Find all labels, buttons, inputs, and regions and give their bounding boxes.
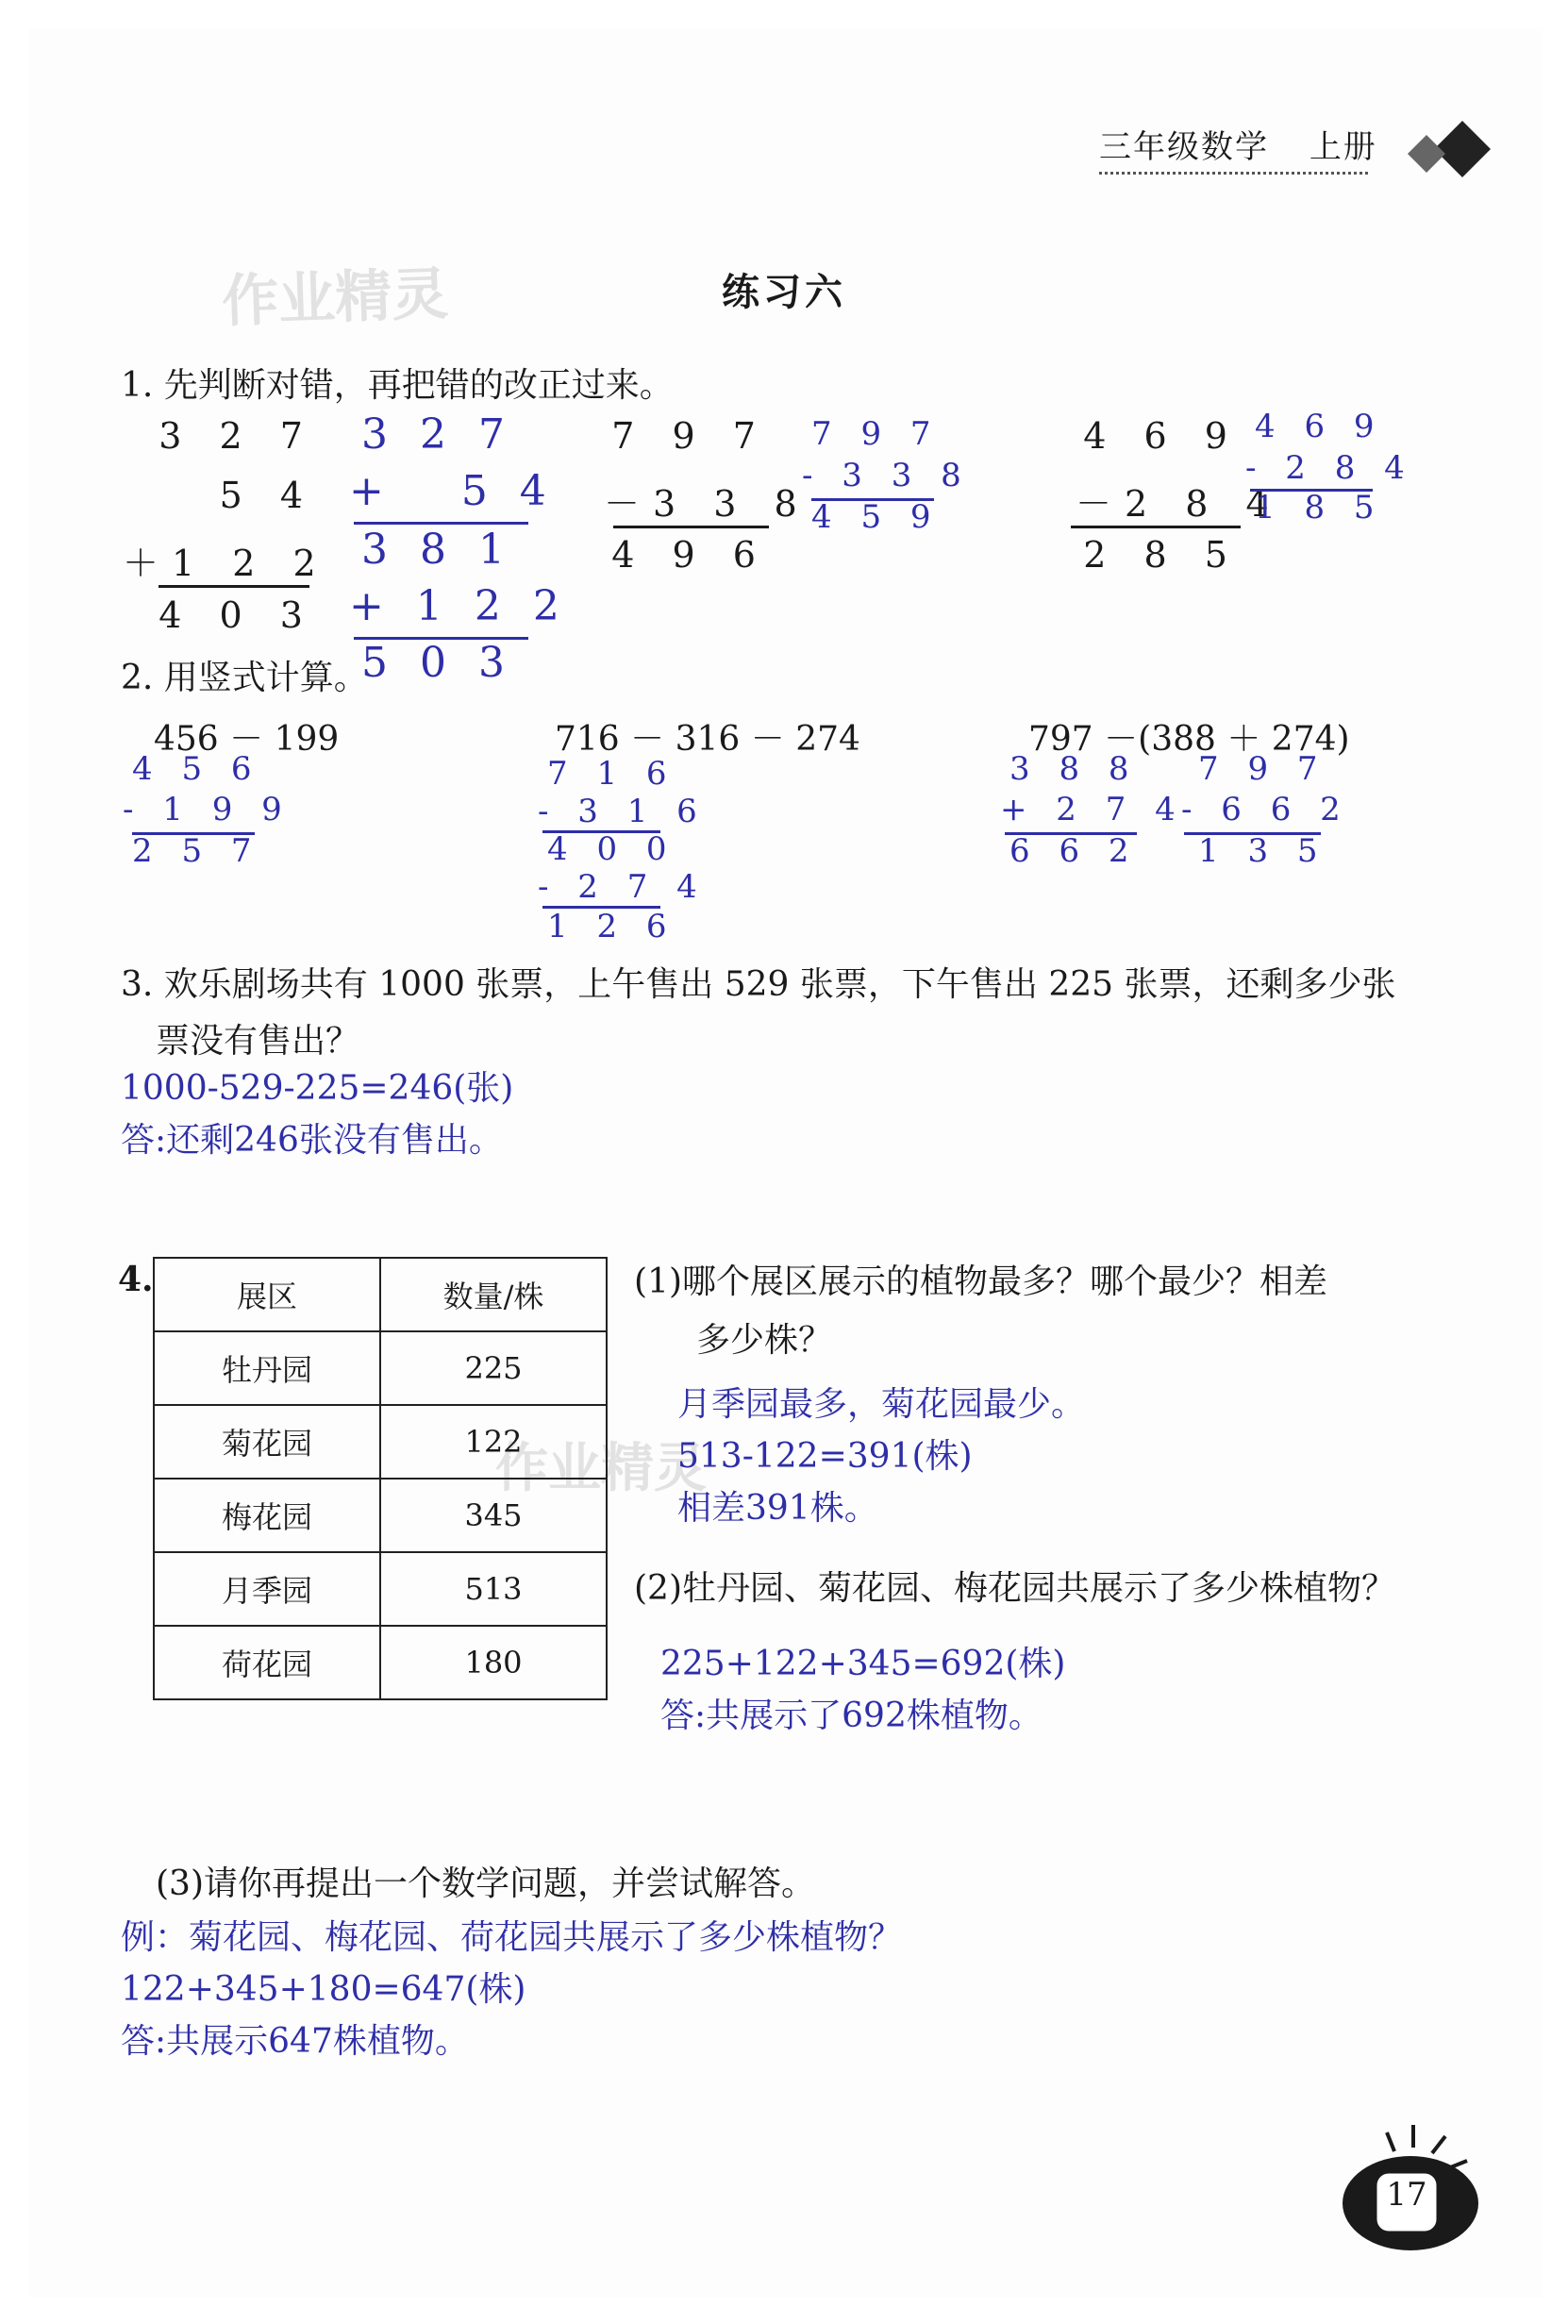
q1-p1-fix: + 5 4 (349, 467, 556, 515)
table-header: 展区 (154, 1258, 380, 1331)
q2-e3-work-a: 6 6 2 (1009, 832, 1139, 870)
q1-p1-line: 4 0 3 (158, 594, 316, 636)
q1-p3-fix: 4 6 9 (1255, 408, 1384, 445)
table-cell-count: 345 (380, 1479, 607, 1552)
q3-prompt-line2: 票没有售出？ (156, 1022, 360, 1061)
q1-p1-fix: 3 8 1 (361, 526, 514, 574)
q2-e3-work-b: 1 3 5 (1198, 832, 1327, 870)
q4-s2-ans1: 225+122+345=692(株) (660, 1645, 1066, 1683)
table-header: 数量/株 (380, 1258, 607, 1331)
q1-p1-line: 5 4 (219, 475, 316, 516)
q1-p1-fix-rule (354, 522, 528, 525)
table-cell-count: 122 (380, 1405, 607, 1479)
q4-s2-ans2: 答:共展示了692株植物。 (660, 1697, 1043, 1735)
q2-e1-work: - 1 9 9 (123, 791, 292, 828)
q1-p1-line: ＋1 2 2 (123, 543, 329, 584)
q2-e2-work: 1 2 6 (547, 908, 676, 945)
q2-e1-work: 2 5 7 (132, 832, 261, 870)
q4-s3-prompt: (3)请你再提出一个数学问题，并尝试解答。 (156, 1864, 815, 1903)
q2-e1-expr: 456 － 199 (154, 720, 340, 759)
q1-p3-line: －2 8 4 (1076, 483, 1282, 525)
q1-p2-rule (613, 526, 769, 528)
q3-prompt-line1: 3. 欢乐剧场共有 1000 张票，上午售出 529 张票，下午售出 225 张票，还剩多少张 (121, 965, 1396, 1004)
table-cell-area: 月季园 (154, 1552, 380, 1626)
table-cell-area: 梅花园 (154, 1479, 380, 1552)
q1-p2-fix: 7 9 7 (811, 415, 941, 453)
q4-s1-prompt-line2: 多少株？ (696, 1321, 833, 1360)
header-diamond-icon (1396, 111, 1510, 187)
q2-e3-work-b: 7 9 7 (1198, 750, 1327, 788)
q2-e3-work-b: - 6 6 2 (1181, 791, 1350, 828)
q4-s1-ans1: 月季园最多，菊花园最少。 (677, 1385, 1086, 1424)
q4-s3-ans3: 答:共展示647株植物。 (121, 2022, 469, 2061)
watermark: 作业精灵 (495, 1438, 707, 1499)
q4-s1-ans3: 相差391株。 (677, 1489, 878, 1528)
q1-p1-fix: + 1 2 2 (349, 582, 569, 630)
q1-p1-fix: 3 2 7 (361, 410, 514, 459)
page-title: 练习六 (722, 270, 846, 314)
table-cell-area: 荷花园 (154, 1626, 380, 1699)
q2-e2-expr: 716 － 316 － 274 (555, 720, 860, 759)
q2-e2-work: - 2 7 4 (538, 868, 707, 906)
q4-s3-ans2: 122+345+180=647(株) (121, 1970, 526, 2009)
q1-p3-line: 2 8 5 (1083, 534, 1241, 576)
table-cell-area: 菊花园 (154, 1405, 380, 1479)
q4-s3-ans1: 例：菊花园、梅花园、荷花园共展示了多少株植物？ (121, 1918, 903, 1957)
q1-p3-rule (1071, 526, 1241, 528)
volume-label: 上册 (1309, 128, 1377, 166)
q1-p2-line: 4 9 6 (611, 534, 769, 576)
book-title: 三年级数学 (1099, 128, 1269, 166)
table-row (154, 1479, 607, 1552)
table-cell-area: 牡丹园 (154, 1331, 380, 1405)
q2-e2-work: 4 0 0 (547, 830, 676, 868)
q2-e3-work-a: + 2 7 4 (1000, 791, 1185, 828)
table-cell-count: 225 (380, 1331, 607, 1405)
q1-p1-rule (158, 585, 309, 588)
q1-p3-fix: 1 8 5 (1255, 489, 1384, 527)
q2-e1-work: 4 5 6 (132, 750, 261, 788)
q3-answer-eq: 1000-529-225=246(张) (121, 1069, 514, 1108)
table-row (154, 1552, 607, 1626)
q4-s2-prompt: (2)牡丹园、菊花园、梅花园共展示了多少株植物？ (634, 1569, 1395, 1608)
q1-p1-line: 3 2 7 (158, 415, 316, 457)
page-number: 17 (1386, 2176, 1427, 2214)
header-divider (1099, 172, 1368, 175)
q4-number: 4. (118, 1260, 154, 1299)
q2-e3-work-a: 3 8 8 (1009, 750, 1139, 788)
header (1099, 121, 1377, 167)
q2-prompt: 2. 用竖式计算。 (121, 659, 368, 697)
exhibit-table (153, 1257, 608, 1700)
table-cell-count: 513 (380, 1552, 607, 1626)
q4-s1-ans2: 513-122=391(株) (677, 1437, 973, 1476)
q2-e2-work: 7 1 6 (547, 755, 676, 793)
q3-answer-text: 答:还剩246张没有售出。 (121, 1121, 503, 1160)
watermark: 作业精灵 (221, 260, 450, 336)
q1-prompt: 1. 先判断对错，再把错的改正过来。 (121, 366, 674, 405)
q1-p3-line: 4 6 9 (1083, 415, 1241, 457)
table-row (154, 1626, 607, 1699)
q2-e3-expr: 797 －(388 ＋ 274) (1028, 720, 1350, 759)
table-row (154, 1331, 607, 1405)
q4-s1-prompt-line1: (1)哪个展区展示的植物最多？哪个最少？相差 (634, 1262, 1327, 1301)
table-cell-count: 180 (380, 1626, 607, 1699)
q1-p2-fix: 4 5 9 (811, 498, 941, 536)
q1-p2-line: －3 3 8 (604, 483, 810, 525)
q1-p3-fix: - 2 8 4 (1245, 449, 1414, 487)
q1-p1-fix: 5 0 3 (361, 639, 514, 687)
q2-e2-work: - 3 1 6 (538, 793, 707, 830)
q1-p2-line: 7 9 7 (611, 415, 769, 457)
table-header-row (154, 1258, 607, 1331)
q1-p2-fix: - 3 3 8 (802, 457, 971, 494)
table-row (154, 1405, 607, 1479)
